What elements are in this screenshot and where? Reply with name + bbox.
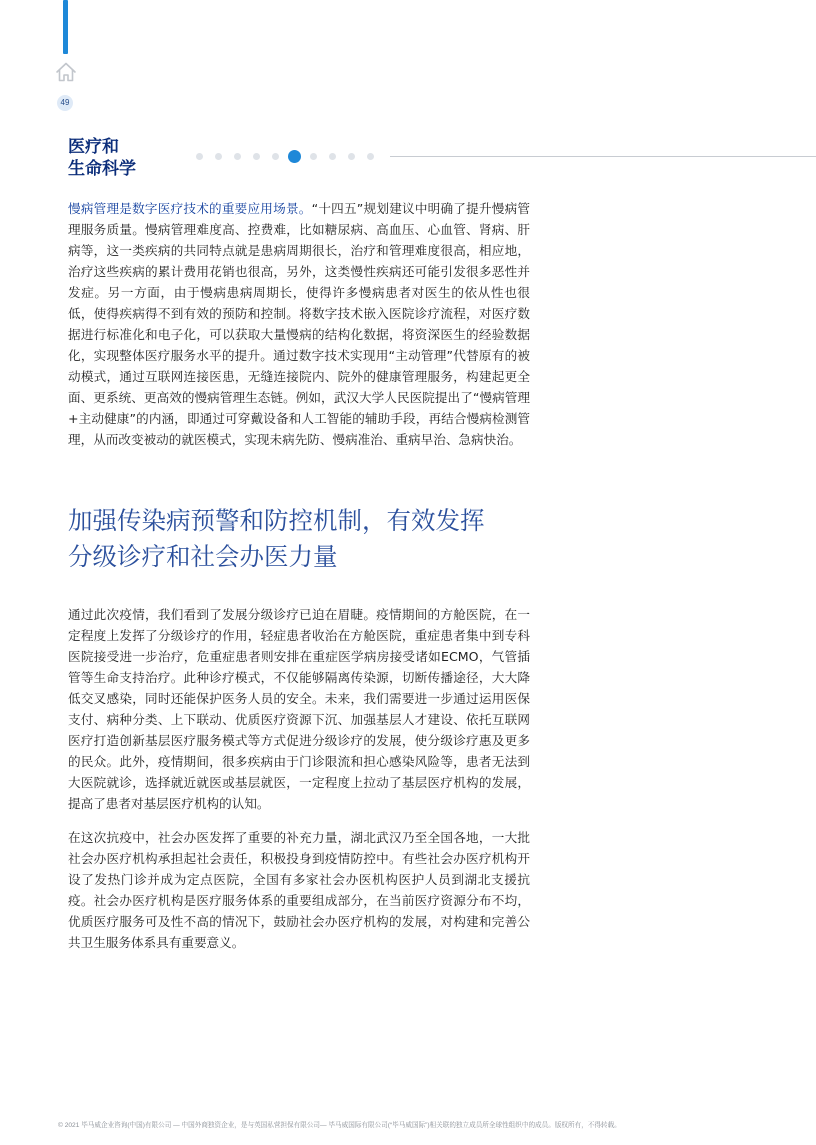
section-title (68, 136, 136, 180)
paragraph-private-healthcare: 在这次抗疫中，社会办医发挥了重要的补充力量，湖北武汉乃至全国各地，一大批社会办医疗机构承担起社会责任，积极投身到疫情防控中。有些社会办医疗机构开设了发热门诊并成为定点医院，全国有多家社会办医机构医护人员到湖北支援抗疫。社会办医疗机构是医疗服务体系的重要组成部分，在当前医疗资源分布不均，优质医疗服务可及性不高的情况下，鼓励社会办医疗机构的发展，对构建和完善公共卫生服务体系具有重要意义。 (68, 830, 530, 950)
nav-dot-active[interactable] (288, 150, 301, 163)
home-icon[interactable] (54, 60, 78, 84)
nav-dot[interactable] (196, 153, 203, 160)
nav-dot[interactable] (329, 153, 336, 160)
section-title-line1: 医疗和 (68, 137, 119, 157)
nav-dot[interactable] (310, 153, 317, 160)
nav-dot[interactable] (253, 153, 260, 160)
nav-dot[interactable] (272, 153, 279, 160)
paragraph-chronic-disease (68, 198, 530, 450)
nav-dot[interactable] (234, 153, 241, 160)
header-divider (390, 156, 816, 157)
top-accent-bar (63, 0, 68, 54)
section-heading (68, 503, 538, 575)
nav-dot[interactable] (348, 153, 355, 160)
paragraph-lead: 慢病管理是数字医疗技术的重要应用场景。 (68, 201, 312, 216)
nav-dot[interactable] (367, 153, 374, 160)
copyright-footer: © 2021 毕马威企业咨询(中国)有限公司 — 中国外商独资企业，是与英国私营担保有限公司— 毕马威国际有限公司(“毕马威国际”)相关联的独立成员所全球性组织中的成员。版权所有，不得转载。 (58, 1122, 621, 1129)
paragraph-tiered-diagnosis: 通过此次疫情，我们看到了发展分级诊疗已迫在眉睫。疫情期间的方舱医院，在一定程度上发挥了分级诊疗的作用，轻症患者收治在方舱医院，重症患者集中到专科医院接受进一步治疗，危重症患者则安排在重症医学病房接受诸如ECMO，气管插管等生命支持治疗。此种诊疗模式，不仅能够隔离传染源，切断传播途径，大大降低交叉感染，同时还能保护医务人员的安全。未来，我们需要进一步通过运用医保支付、病种分类、上下联动、优质医疗资源下沉、加强基层人才建设、依托互联网医疗打造创新基层医疗服务模式等方式促进分级诊疗的发展，使分级诊疗惠及更多的民众。此外，疫情期间，很多疾病由于门诊限流和担心感染风险等，患者无法到大医院就诊，选择就近就医或基层就医，一定程度上拉动了基层医疗机构的发展，提高了患者对基层医疗机构的认知。 (68, 607, 530, 811)
section-heading-line1: 加强传染病预警和防控机制，有效发挥 (68, 506, 485, 535)
nav-dot[interactable] (215, 153, 222, 160)
section-title-line2: 生命科学 (68, 159, 136, 179)
paragraph-body: “十四五”规划建议中明确了提升慢病管理服务质量。慢病管理难度高、控费难，比如糖尿病、高血压、心血管、肾病、肝病等，这一类疾病的共同特点就是患病周期很长，治疗和管理难度很高，相应地，治疗这些疾病的累计费用花销也很高，另外，这类慢性疾病还可能引发很多恶性并发症。另一方面，由于慢病患病周期长，使得许多慢病患者对医生的依从性也很低，使得疾病得不到有效的预防和控制。将数字技术嵌入医院诊疗流程，对医疗数据进行标准化和电子化，可以获取大量慢病的结构化数据，将资深医生的经验数据化，实现整体医疗服务水平的提升。通过数字技术实现用“主动管理”代替原有的被动模式，通过互联网连接医患，无缝连接院内、院外的健康管理服务，构建起更全面、更系统、更高效的慢病管理生态链。例如，武汉大学人民医院提出了“慢病管理+主动健康”的内涵，即通过可穿戴设备和人工智能的辅助手段，再结合慢病检测管理，从而改变被动的就医模式，实现未病先防、慢病准治、重病早治、急病快治。 (68, 201, 530, 447)
page-number: 49 (57, 95, 73, 111)
section-heading-line2: 分级诊疗和社会办医力量 (68, 542, 338, 571)
